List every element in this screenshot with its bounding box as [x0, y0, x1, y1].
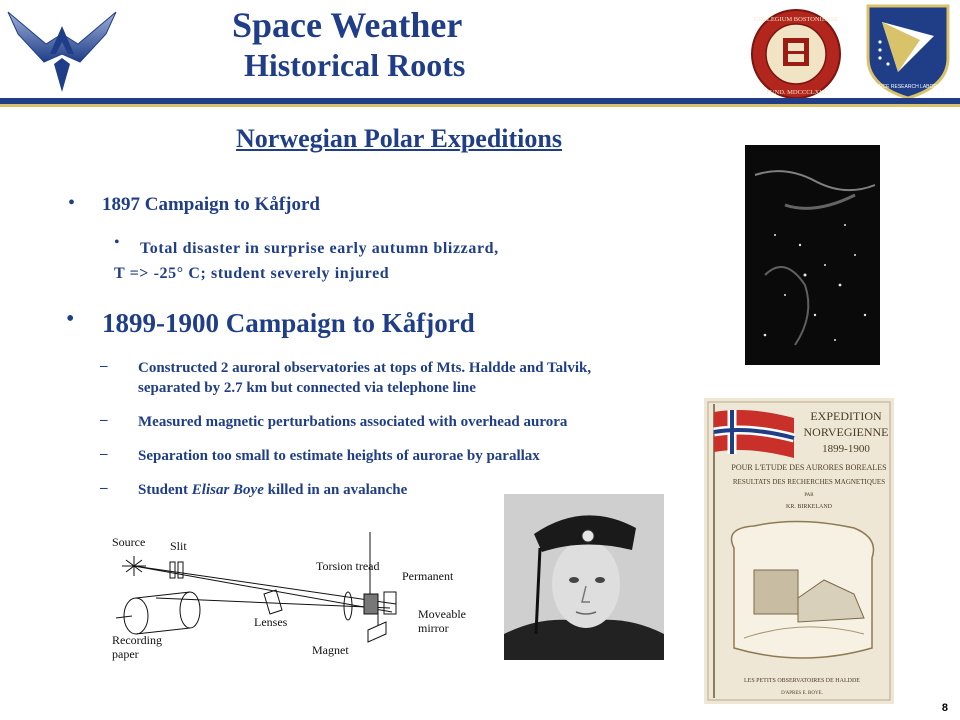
section-title: Norwegian Polar Expeditions [236, 124, 562, 153]
student-name: Elisar Boye [191, 482, 264, 498]
poster-line-9: D'APRES E. BOYE. [781, 691, 823, 696]
poster-line-4: POUR L'ETUDE DES AURORES BOREALES [731, 463, 887, 472]
bc-seal-bottom: FUND. MDCCCLXIII [766, 89, 826, 96]
magnetometer-apparatus-diagram [106, 522, 482, 672]
label-magnet: Magnet [312, 643, 349, 657]
dash-item-text: Measured magnetic perturbations associated with overhead aurora [138, 414, 568, 430]
expedition-poster [704, 398, 894, 704]
label-mirror: mirror [418, 621, 449, 635]
label-moveable: Moveable [418, 607, 466, 621]
label-slit: Slit [170, 539, 187, 553]
bc-seal-text: COLLEGIUM BOSTONIENSE [753, 16, 839, 23]
sub-bullet-line-2: T => -25° C; student severely injured [114, 265, 390, 282]
dash-item-line-2: separated by 2.7 km but connected via telephone line [138, 380, 476, 396]
poster-line-5: RESULTATS DES RECHERCHES MAGNETIQUES [732, 478, 886, 486]
bullet-dot-icon: • [66, 306, 75, 332]
poster-line-3: 1899-1900 [822, 443, 870, 455]
bullet-text: 1897 Campaign to Kåfjord [102, 194, 320, 215]
sub-bullet-text [114, 236, 499, 286]
dash-icon: – [100, 446, 108, 462]
slide-header [0, 0, 960, 110]
dash-icon: – [100, 412, 108, 428]
header-rule-gold [0, 104, 960, 107]
student-portrait [504, 494, 664, 660]
bullet-text: 1899-1900 Campaign to Kåfjord [102, 308, 475, 338]
label-source: Source [112, 535, 146, 549]
label-torsion: Torsion tread [316, 559, 380, 573]
poster-line-1: EXPEDITION [810, 409, 882, 423]
dash-item-text: Separation too small to estimate heights of aurorae by parallax [138, 448, 540, 464]
bullet-dot-icon: • [68, 192, 76, 214]
dash-text-pre: Student [138, 482, 192, 498]
label-paper: paper [112, 647, 139, 661]
label-permanent: Permanent [402, 569, 454, 583]
slide-subtitle: Historical Roots [244, 47, 466, 83]
poster-line-2: NORVEGIENNE [803, 425, 889, 439]
boston-college-seal [750, 8, 842, 100]
dash-icon: – [100, 358, 108, 374]
aurora-night-photo [745, 145, 880, 365]
bullet-dot-icon: • [114, 234, 120, 251]
poster-line-7: KR. BIRKELAND [786, 504, 832, 510]
dash-icon: – [100, 480, 108, 496]
dash-text-post: killed in an avalanche [263, 482, 408, 498]
sub-bullet-line-1: Total disaster in surprise early autumn blizzard, [140, 240, 499, 257]
poster-line-6: PAR [804, 493, 814, 498]
afrl-shield-logo [860, 2, 956, 100]
page-number: 8 [941, 702, 948, 714]
label-recording: Recording [112, 633, 162, 647]
dash-item-line-1: Constructed 2 auroral observatories at tops of Mts. Haldde and Talvik, [138, 360, 592, 376]
poster-line-8: LES PETITS OBSERVATOIRES DE HALDDE [744, 678, 860, 684]
label-lenses: Lenses [254, 615, 288, 629]
slide-title: Space Weather [232, 5, 463, 45]
air-force-wings-logo [6, 4, 118, 94]
dash-item-text [138, 480, 407, 500]
afrl-text: AIR FORCE RESEARCH LABORATORY [862, 84, 954, 90]
